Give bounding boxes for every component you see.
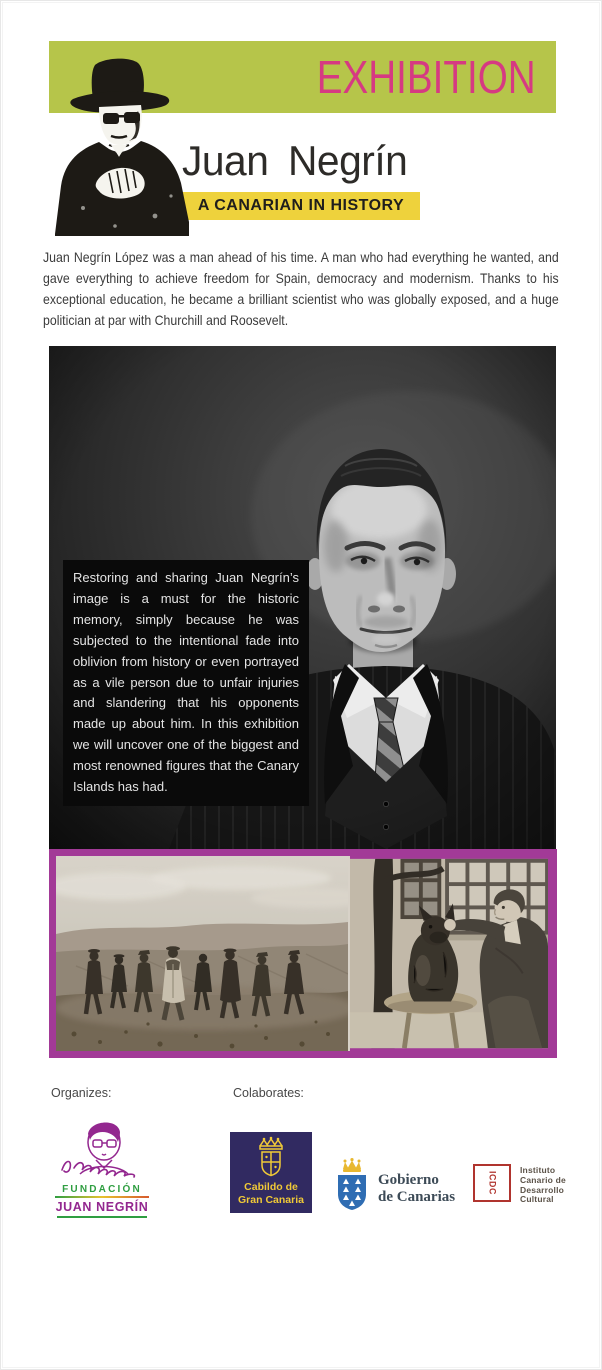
page-title: Juan Negrín (182, 137, 408, 184)
negrin-signature (62, 1162, 134, 1178)
cabildo-crest-icon (251, 1136, 291, 1178)
negrin-stencil-illustration-icon (53, 56, 191, 236)
overlay-text-box (63, 560, 309, 806)
icdc-line1: Instituto (520, 1165, 556, 1175)
icdc-line3: Desarrollo (520, 1184, 565, 1195)
fundacion-underline (57, 1216, 147, 1218)
fundacion-line1: FUNDACIÓN (62, 1184, 142, 1195)
icdc-line2: Canario de (520, 1174, 566, 1185)
gobierno-line2: de Canarias (378, 1188, 456, 1205)
exhibition-title: EXHIBITION (316, 51, 536, 103)
intro-paragraph: Juan Negrín López was a man ahead of his time. A man who had everything he wanted, and gave everything to achieve freedom for Spain, democracy and modernism. Thanks to his exceptional education, he became a brilliant scientist who was globally exposed, and a huge politician at par with Churchill and Roosevelt. (43, 249, 559, 328)
gobierno-canarias-logo (334, 1158, 455, 1210)
gobierno-line1: Gobierno (378, 1172, 439, 1188)
fundacion-line2: JUAN NEGRÍN (55, 1200, 149, 1214)
overlay-text: Restoring and sharing Juan Negrín’s image is a must for the historic memory, simply because he was subjected to the intentional fade into oblivion from history or even portrayed as a vile person due to unfair injuries and slandering that his opponents made up about him. In this exhibition we will uncover one of the biggest and most renowned figures that the Canary Islands has had. (73, 570, 299, 795)
fundacion-head-sketch-icon (54, 1118, 150, 1178)
icdc-box-icon (473, 1164, 511, 1202)
cabildo-line1: Cabildo de (244, 1181, 298, 1193)
subtitle-bar (182, 192, 420, 220)
portrait-photo (49, 346, 556, 849)
group-walk-photo (56, 856, 348, 1051)
organizes-label: Organizes: (51, 1086, 112, 1100)
cabildo-gran-canaria-logo (230, 1132, 312, 1213)
colaborates-label: Colaborates: (233, 1086, 304, 1100)
cabildo-line2: Gran Canaria (238, 1193, 304, 1206)
icdc-logo (473, 1164, 566, 1205)
icdc-line4: Cultural (520, 1194, 554, 1205)
fundacion-juan-negrin-logo (53, 1118, 151, 1218)
fundacion-divider (55, 1196, 149, 1198)
man-with-dog-photo (348, 856, 548, 1051)
gobierno-crest-icon (334, 1158, 370, 1210)
subtitle-text: A CANARIAN IN HISTORY (197, 197, 405, 214)
photo-collage (49, 849, 557, 1058)
icdc-acronym: ICDC (487, 1171, 498, 1195)
